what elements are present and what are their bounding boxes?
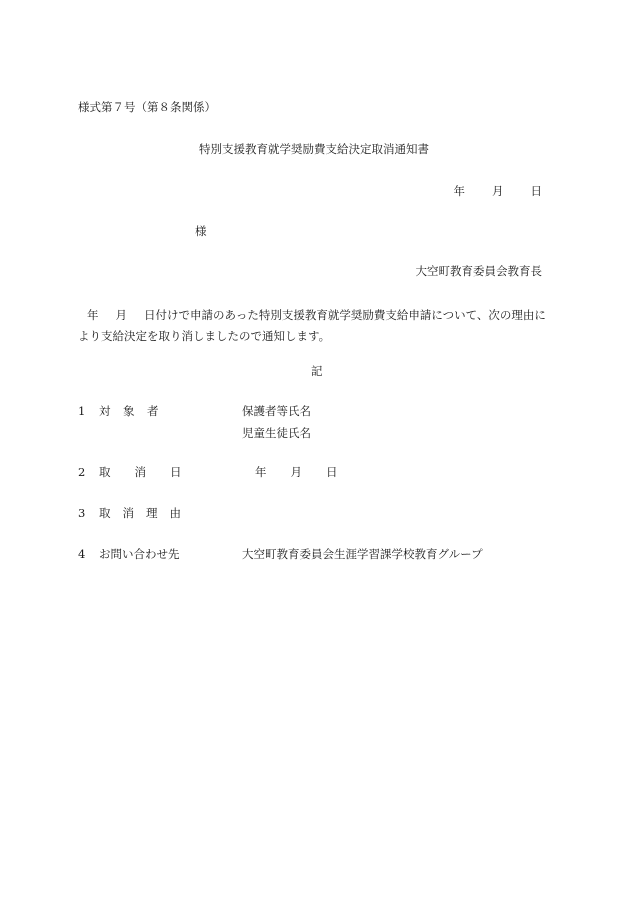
issue-date-line [454,186,543,198]
body-text-line1: 日付けで申請のあった特別支援教育就学奨励費支給申請について、次の理由に [144,308,546,322]
cancel-date-day-label: 日 [326,465,338,479]
item-number-1: 1 [78,404,86,418]
notice-body [78,305,554,347]
item-label-cancel-date-char: 日 [170,465,182,479]
form-number: 様式第７号（第８条関係） [78,100,216,114]
student-name-label: 児童生徒氏名 [242,426,311,440]
body-month-label: 月 [115,308,127,322]
issue-date-year-label: 年 [453,184,465,198]
body-text-line2: より支給決定を取り消しましたので通知します。 [78,329,331,343]
issue-date-day-label: 日 [530,184,542,198]
item-label-reason-char: 取 [99,506,111,520]
cancel-date-year-label: 年 [255,465,267,479]
document-title: 特別支援教育就学奨励費支給決定取消通知書 [199,142,429,156]
item-label-target: 対 象 者 [99,404,159,418]
issue-date-month-label: 月 [492,184,504,198]
item-label-cancel-date [99,467,182,479]
item-number-2: 2 [78,465,86,479]
body-year-label: 年 [87,308,99,322]
item-number-4: 4 [78,547,86,561]
item-label-reason-char: 理 [146,506,158,520]
item-label-contact: お問い合わせ先 [99,547,180,561]
ki-heading: 記 [311,364,323,378]
item-label-cancel-date-char: 消 [134,465,146,479]
item-label-reason-char: 由 [169,506,181,520]
item-label-reason [99,508,181,520]
item-label-cancel-date-char: 取 [99,465,111,479]
issuer-name: 大空町教育委員会教育長 [415,264,542,278]
contact-value: 大空町教育委員会生涯学習課学校教育グループ [242,547,483,561]
item-number-3: 3 [78,506,86,520]
addressee-suffix: 様 [195,224,207,238]
cancel-date-value [255,467,338,479]
guardian-name-label: 保護者等氏名 [242,404,311,418]
item-label-reason-char: 消 [122,506,134,520]
cancel-date-month-label: 月 [290,465,302,479]
